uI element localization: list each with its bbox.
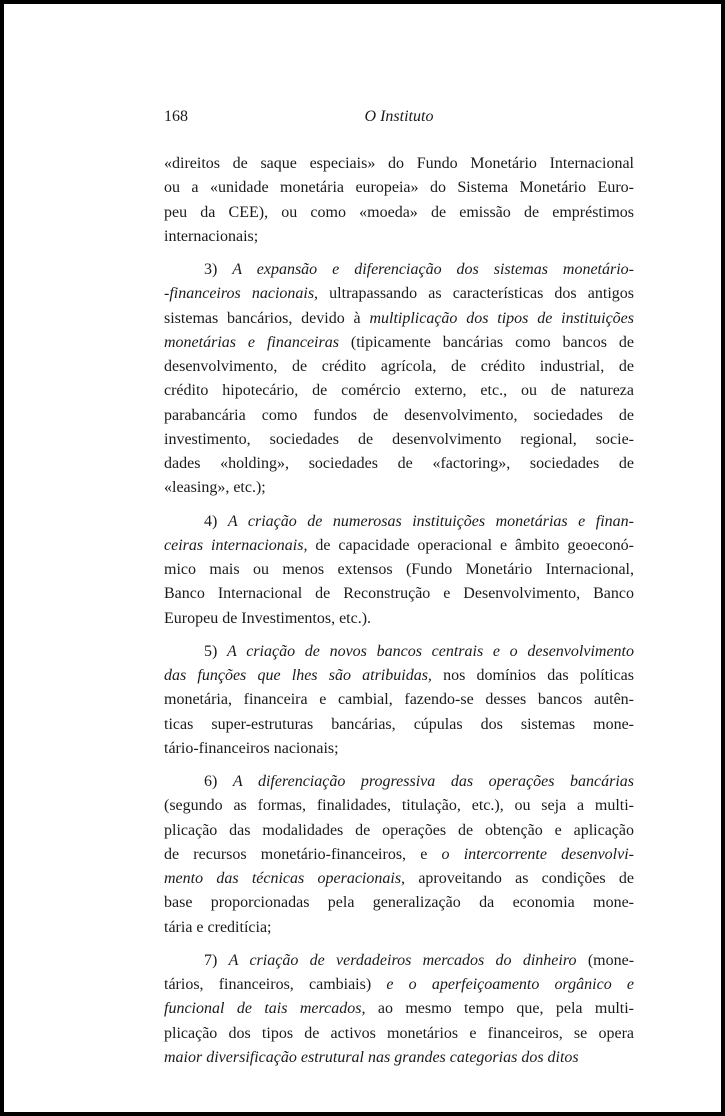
text-line (164, 973, 634, 997)
text-line (164, 258, 634, 282)
text-run: ou a «unidade monetária europeia» do Sistema Monetário Euro- (164, 179, 634, 197)
text-run: plicação das modalidades de operações de obtenção e aplicação (164, 821, 634, 839)
paragraph (164, 640, 634, 761)
text-run: mico mais ou menos extensos (Fundo Monetário Internacional, (164, 561, 634, 578)
text-line (164, 282, 634, 306)
italic-run: A diferenciação progressiva das operações bancárias (232, 773, 634, 790)
text-line (164, 867, 634, 891)
text-line (164, 152, 634, 176)
text-run: base proporcionadas pela generalização da economia mone- (164, 894, 634, 912)
text-line (164, 819, 634, 843)
italic-run: e o aperfeiçoamento orgânico e (386, 976, 635, 993)
text-line (164, 794, 634, 818)
paragraph-gap (164, 631, 634, 640)
text-run: tários, financeiros, cambiais) (164, 976, 387, 993)
italic-run: A expansão e diferenciação dos sistemas monetário- (232, 261, 635, 278)
paragraph (164, 949, 634, 1070)
text-run: (segundo as formas, finalidades, titulação, etc.), ou seja a multi- (164, 797, 634, 815)
text-line (164, 510, 634, 534)
text-line (164, 1046, 634, 1070)
text-line (164, 534, 634, 558)
text-run: (mone- (576, 951, 635, 969)
book-page (4, 4, 721, 1112)
italic-run: funcional de tais mercados, (164, 1000, 366, 1018)
text-run: tário-financeiros nacionais; (164, 739, 339, 757)
text-line (164, 713, 634, 737)
italic-run: mento das técnicas operacionais, (164, 870, 406, 887)
text-line (164, 737, 634, 761)
text-line (164, 558, 634, 582)
text-line (164, 843, 634, 867)
text-run: ao mesmo tempo que, pela multi- (365, 1000, 635, 1018)
text-line (164, 355, 634, 379)
italic-run: ceiras internacionais, (164, 536, 308, 554)
text-run: ticas super-estruturas bancárias, cúpulas dos sistemas mone- (164, 715, 634, 733)
text-line (164, 331, 634, 355)
text-line (164, 428, 634, 452)
text-run: plicação dos tipos de activos monetários e financeiros, se opera (164, 1024, 634, 1042)
text-run: internacionais; (164, 227, 259, 245)
text-run: «direitos de saque especiais» do Fundo Monetário Internacional (164, 155, 634, 172)
text-run: 6) (204, 773, 233, 790)
text-line (164, 770, 634, 794)
text-run: desenvolvimento, de crédito agrícola, de crédito industrial, de (164, 358, 634, 375)
italic-run: maior diversificação estrutural nas grandes categorias dos ditos (164, 1048, 579, 1066)
text-run: investimento, sociedades de desenvolvimento regional, socie- (164, 430, 634, 448)
text-run: tária e creditícia; (164, 918, 272, 936)
paragraph (164, 152, 634, 249)
text-run: crédito hipotecário, de comércio externo, etc., ou de natureza (164, 382, 634, 400)
text-run: monetária, financeira e cambial, fazendo-se desses bancos autên- (164, 691, 634, 709)
text-line (164, 307, 634, 331)
text-line (164, 688, 634, 712)
paragraph (164, 258, 634, 501)
text-line (164, 949, 634, 973)
text-line (164, 916, 634, 940)
text-run: 4) (204, 512, 228, 530)
text-line (164, 225, 634, 249)
italic-run: monetárias e financeiras (164, 333, 339, 351)
text-line (164, 664, 634, 688)
page-header (164, 108, 634, 130)
paragraph (164, 510, 634, 631)
paragraph-gap (164, 940, 634, 949)
text-run: sistemas bancários, devido à (164, 309, 370, 327)
italic-run: A criação de verdadeiros mercados do dinheiro (228, 951, 577, 969)
text-line (164, 997, 634, 1021)
text-run: de capacidade operacional e âmbito geoeconó- (307, 536, 634, 554)
text-line (164, 201, 634, 225)
text-line (164, 176, 634, 200)
paragraph-gap (164, 501, 634, 510)
italic-run: multiplicação dos tipos de instituições (369, 309, 635, 327)
text-run: peu da CEE), ou como «moeda» de emissão de empréstimos (164, 203, 634, 221)
paragraph-gap (164, 761, 634, 770)
italic-run: A criação de novos bancos centrais e o desenvolvimento (227, 642, 635, 660)
text-line (164, 452, 634, 476)
text-run: Europeu de Investimentos, etc.). (164, 609, 372, 627)
text-run: (tipicamente bancárias como bancos de (338, 333, 634, 351)
paragraph-gap (164, 249, 634, 258)
text-run: nos domínios das políticas (431, 667, 634, 684)
text-run: «leasing», etc.); (164, 479, 266, 497)
page-number: 168 (164, 108, 188, 125)
text-run: parabancária como fundos de desenvolvimento, sociedades de (164, 406, 634, 424)
text-run: 3) (204, 261, 233, 278)
text-run: aproveitando as condições de (405, 870, 635, 887)
text-run: Banco Internacional de Reconstrução e Desenvolvimento, Banco (164, 585, 634, 603)
italic-run: das funções que lhes são atribuidas, (164, 667, 432, 684)
text-line (164, 404, 634, 428)
text-line (164, 379, 634, 403)
text-run: de recursos monetário-financeiros, e (164, 845, 442, 863)
body-text (164, 152, 634, 1070)
text-line (164, 891, 634, 915)
text-run: ultrapassando as características dos antigos (318, 285, 634, 303)
text-line (164, 582, 634, 606)
text-run: 7) (204, 951, 229, 969)
text-line (164, 607, 634, 631)
paragraph (164, 770, 634, 940)
italic-run: -financeiros nacionais, (164, 285, 319, 303)
text-line (164, 476, 634, 500)
text-run: dades «holding», sociedades de «factoring», sociedades de (164, 455, 634, 472)
text-run: 5) (204, 642, 228, 660)
running-title: O Instituto (364, 108, 434, 125)
italic-run: o intercorrente desenvolvi- (441, 845, 634, 863)
text-line (164, 640, 634, 664)
text-line (164, 1022, 634, 1046)
italic-run: A criação de numerosas instituições monetárias e finan- (227, 512, 635, 530)
